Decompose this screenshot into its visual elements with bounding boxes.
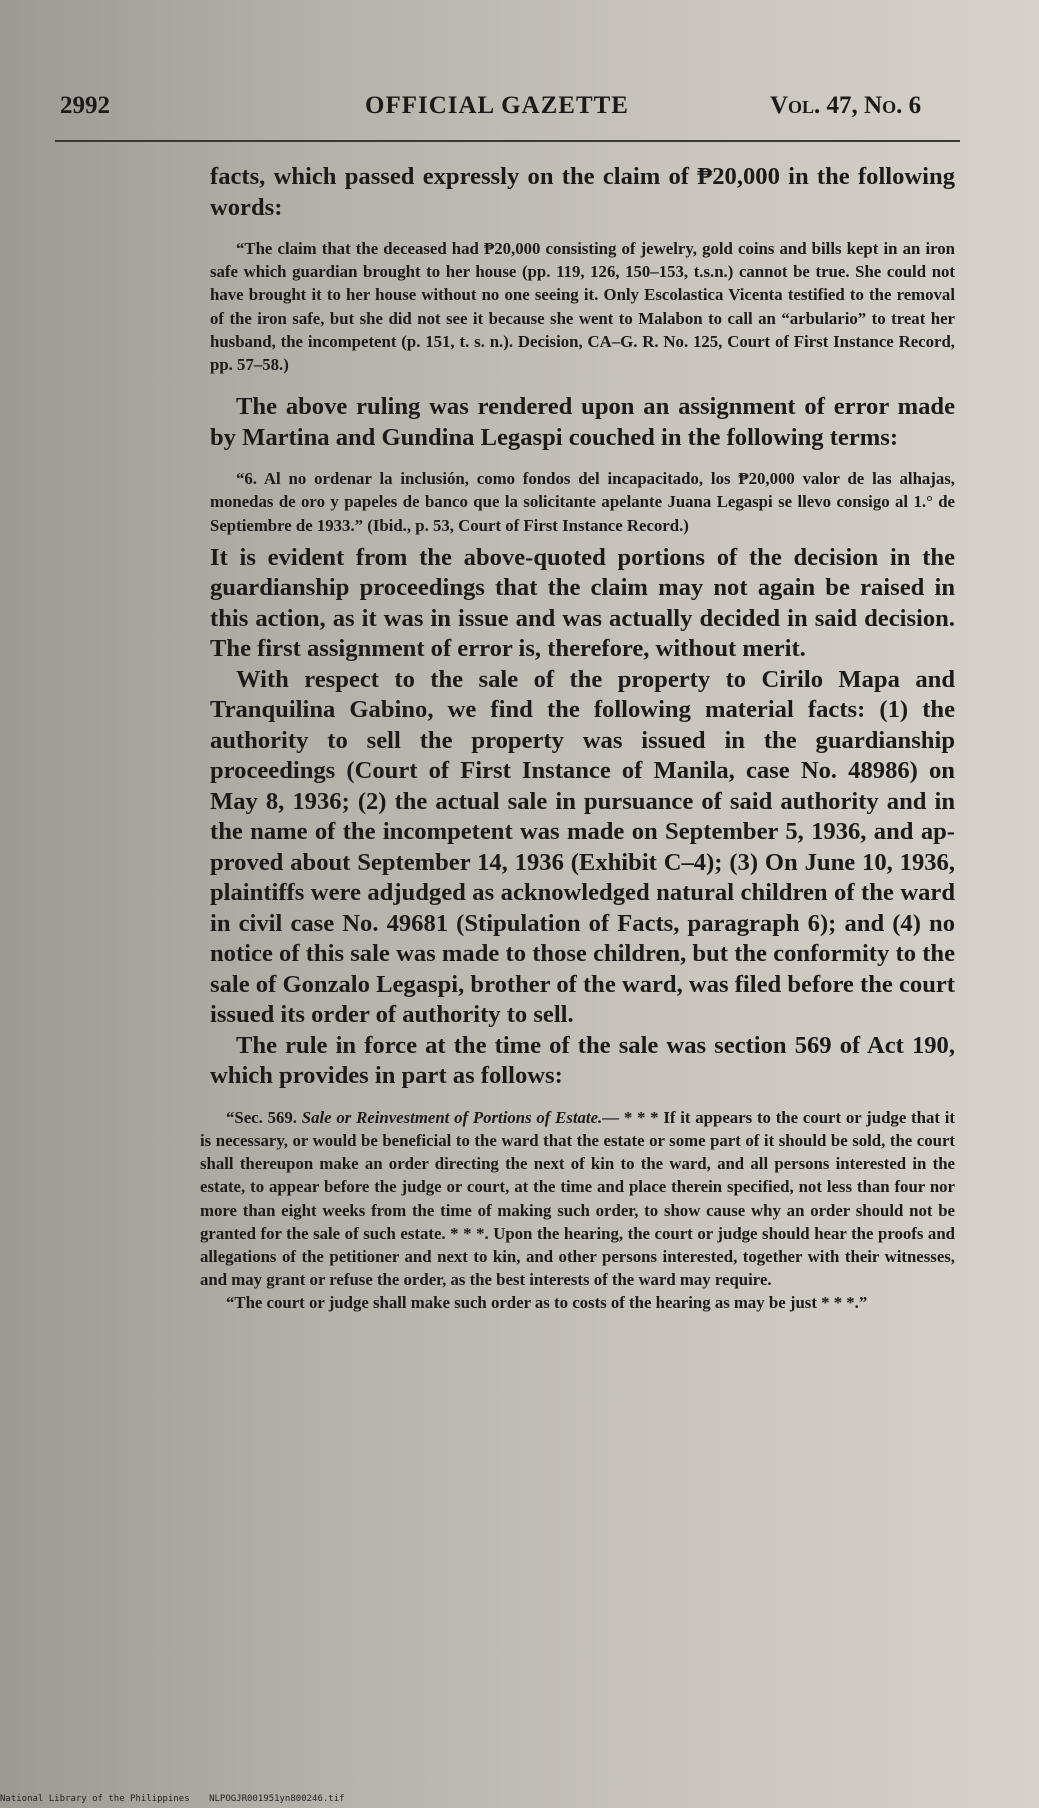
- header-rule: [55, 140, 960, 142]
- footer-file: NLPOGJR001951yn800246.tif: [209, 1794, 345, 1804]
- section-title: Sale or Reinvestment of Portions of Estate.—: [301, 1107, 620, 1127]
- footer-source: National Library of the Philippines: [0, 1794, 190, 1804]
- paragraph-4: With respect to the sale of the property to Cirilo Mapa and Tranquilina Gabino, we find the following material facts: (1) the authority to sell the property was issued in the guardianship proceedings (Court of First Instance of Manila, case No. 48986) on May 8, 1936; (2) the actual sale in pursuance of said authority and in the name of the incompetent was made on September 5, 1936, and approved about September 14, 1936 (Exhibit C–4); (3) On June 10, 1936, plaintiffs were adjudged as acknowledged natural children of the ward in civil case No. 49681 (Stipulation of Facts, paragraph 6); and (4) no notice of this sale was made to those children, but the conformity to the sale of Gonzalo Legaspi, brother of the ward, was filed before the court issued its order of authority to sell.: [210, 665, 955, 1029]
- page-body: [200, 162, 955, 1315]
- volume-number: Vol. 47, No. 6: [770, 92, 922, 119]
- page-header: [0, 92, 1039, 132]
- section-body: * * * If it appears to the court or judge that it is necessary, or would be beneficial to the ward that the estate or some part of it should be sold, the court shall thereupon make an order directing the next of kin to the ward, and all persons interested in the estate, to appear before the judge or court, at the time and place therein specified, not less than four nor more than eight weeks from the time of making such order, to show cause why an order should not be granted for the sale of such estate. * * *. Upon the hearing, the court or judge should hear the proofs and allegations of the petitioner and next to kin, and other persons interested, together with their witnesses, and may grant or refuse the order, as the best interests of the ward may require.: [200, 1107, 955, 1290]
- section-lead: “Sec. 569.: [226, 1107, 302, 1127]
- quote-2: “6. Al no ordenar la inclusión, como fondos del incapacitado, los ₱20,000 valor de las alhajas, monedas de oro y papeles de banco que la solicitante apelante Juana Legaspi se llevo consigo al 1.° de Septiembre de 1933.” (Ibid., p. 53, Court of First Instance Record.): [210, 469, 955, 535]
- quote-1: “The claim that the deceased had ₱20,000 consisting of jewelry, gold coins and bills kept in an iron safe which guardian brought to her house (pp. 119, 126, 150–153, t.s.n.) cannot be true. She could not have brought it to her house without no one seeing it. Only Escolastica Vicenta testified to the removal of the iron safe, but she did not see it because she went to Malabon to call an “arbulario” to treat her husband, the incompetent (p. 151, t. s. n.). Decision, CA–G. R. No. 125, Court of First Instance Record, pp. 57–58.): [210, 239, 955, 375]
- quote-4: “The court or judge shall make such order as to costs of the hearing as may be just * * *.”: [226, 1293, 868, 1313]
- quote-3: [200, 1106, 955, 1292]
- publication-title: OFFICIAL GAZETTE: [365, 92, 629, 119]
- page-number: 2992: [60, 92, 110, 119]
- paragraph-3: It is evident from the above-quoted portions of the decision in the guardianship proceedings that the claim may not again be raised in this action, as it was in issue and was actually decided in said decision. The first assignment of error is, therefore, without merit.: [210, 543, 955, 663]
- scan-footer: [0, 1794, 359, 1804]
- paragraph-1: facts, which passed expressly on the claim of ₱20,000 in the following words:: [210, 163, 955, 221]
- paragraph-2: The above ruling was rendered upon an assignment of error made by Martina and Gundina Legaspi couched in the following terms:: [210, 393, 955, 451]
- paragraph-5: The rule in force at the time of the sale was section 569 of Act 190, which provides in part as follows:: [210, 1031, 955, 1090]
